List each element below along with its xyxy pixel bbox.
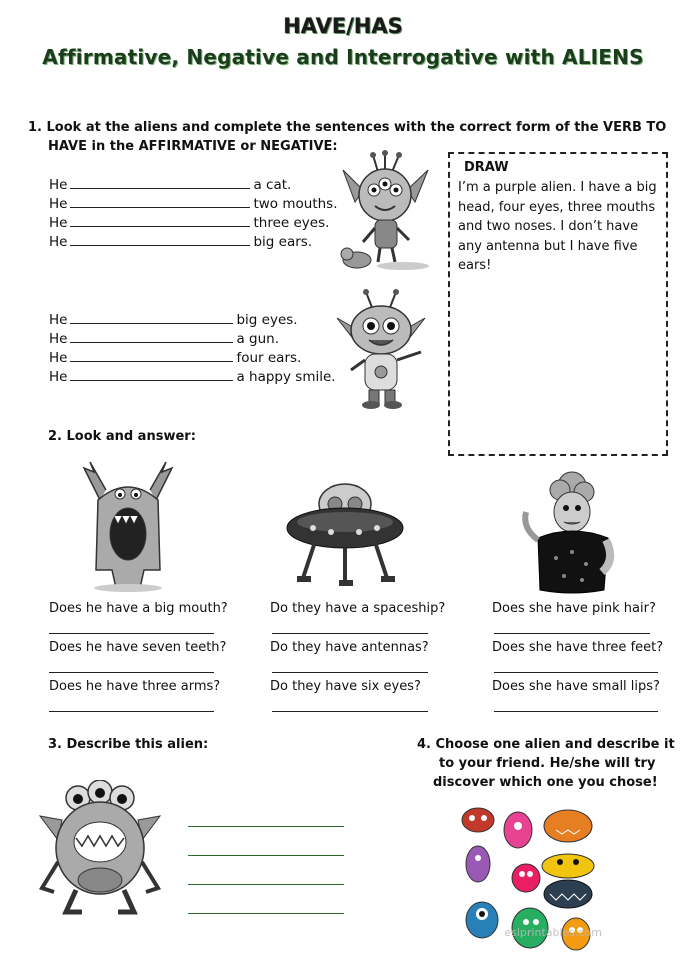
sentence-ending: four ears. <box>236 350 302 366</box>
section4-line1: 4. Choose one alien and describe it <box>417 737 675 752</box>
answer-blank[interactable] <box>70 368 233 381</box>
question: Does she have three feet? <box>492 640 664 655</box>
alien-to-describe-illustration <box>36 780 164 918</box>
monster-big-mouth-illustration <box>78 460 178 592</box>
sentence-ending: three eyes. <box>253 215 330 231</box>
answer-line[interactable] <box>49 711 214 712</box>
sentence-row <box>49 195 338 214</box>
sentence-row <box>49 311 298 330</box>
sentence-ending: a cat. <box>253 177 292 193</box>
sentence-row <box>49 176 291 195</box>
spaceship-illustration <box>285 478 405 590</box>
question: Does he have seven teeth? <box>49 640 227 655</box>
section3-heading: 3. Describe this alien: <box>48 737 209 752</box>
sentence-row <box>49 330 279 349</box>
question: Does she have pink hair? <box>492 601 656 616</box>
answer-blank[interactable] <box>70 349 233 362</box>
description-line[interactable] <box>188 913 344 914</box>
sentence-subject: He <box>49 215 68 231</box>
sentence-subject: He <box>49 177 68 193</box>
answer-line[interactable] <box>272 711 428 712</box>
sentence-subject: He <box>49 331 68 347</box>
sentence-ending: a happy smile. <box>236 369 336 385</box>
alien-woman-illustration <box>516 468 618 596</box>
description-line[interactable] <box>188 855 344 856</box>
sentence-row <box>49 214 329 233</box>
answer-blank[interactable] <box>70 330 233 343</box>
question: Does he have three arms? <box>49 679 221 694</box>
alien-three-eyes-illustration <box>333 150 433 272</box>
answer-blank[interactable] <box>70 311 233 324</box>
answer-line[interactable] <box>494 711 658 712</box>
draw-box-label: DRAW <box>464 160 509 175</box>
section4-line3: discover which one you chose! <box>433 775 658 790</box>
sentence-ending: two mouths. <box>253 196 338 212</box>
answer-line[interactable] <box>49 633 214 634</box>
answer-line[interactable] <box>49 672 214 673</box>
sentence-subject: He <box>49 312 68 328</box>
draw-box-description: I’m a purple alien. I have a big head, four eyes, three mouths and two noses. I don’t have any antenna but I have five ears! <box>458 180 657 273</box>
sentence-subject: He <box>49 196 68 212</box>
question: Do they have six eyes? <box>270 679 421 694</box>
answer-blank[interactable] <box>70 176 250 189</box>
description-line[interactable] <box>188 826 344 827</box>
question: Do they have antennas? <box>270 640 429 655</box>
watermark-text: eslprintables.com <box>504 926 602 939</box>
sentence-ending: big ears. <box>253 234 313 250</box>
sentence-ending: big eyes. <box>236 312 298 328</box>
answer-blank[interactable] <box>70 195 250 208</box>
question: Does she have small lips? <box>492 679 660 694</box>
answer-line[interactable] <box>272 672 428 673</box>
sentence-subject: He <box>49 350 68 366</box>
answer-line[interactable] <box>494 633 650 634</box>
alien-big-eyes-illustration <box>333 288 431 410</box>
answer-blank[interactable] <box>70 233 250 246</box>
description-line[interactable] <box>188 884 344 885</box>
page-title: HAVE/HAS <box>283 14 403 38</box>
sentence-subject: He <box>49 234 68 250</box>
answer-blank[interactable] <box>70 214 250 227</box>
sentence-row <box>49 368 336 387</box>
sentence-subject: He <box>49 369 68 385</box>
answer-line[interactable] <box>272 633 428 634</box>
section2-heading: 2. Look and answer: <box>48 429 196 444</box>
page-subtitle: Affirmative, Negative and Interrogative with ALIENS <box>42 45 644 69</box>
section1-instruction-line2: HAVE in the AFFIRMATIVE or NEGATIVE: <box>48 139 338 154</box>
question: Do they have a spaceship? <box>270 601 446 616</box>
section4-line2: to your friend. He/she will try <box>439 756 656 771</box>
sentence-row <box>49 233 312 252</box>
question: Does he have a big mouth? <box>49 601 228 616</box>
sentence-ending: a gun. <box>236 331 280 347</box>
answer-line[interactable] <box>494 672 658 673</box>
colorful-aliens-group-illustration <box>456 800 606 956</box>
section1-instruction-line1: 1. Look at the aliens and complete the sentences with the correct form of the VERB TO <box>28 120 667 135</box>
sentence-row <box>49 349 301 368</box>
